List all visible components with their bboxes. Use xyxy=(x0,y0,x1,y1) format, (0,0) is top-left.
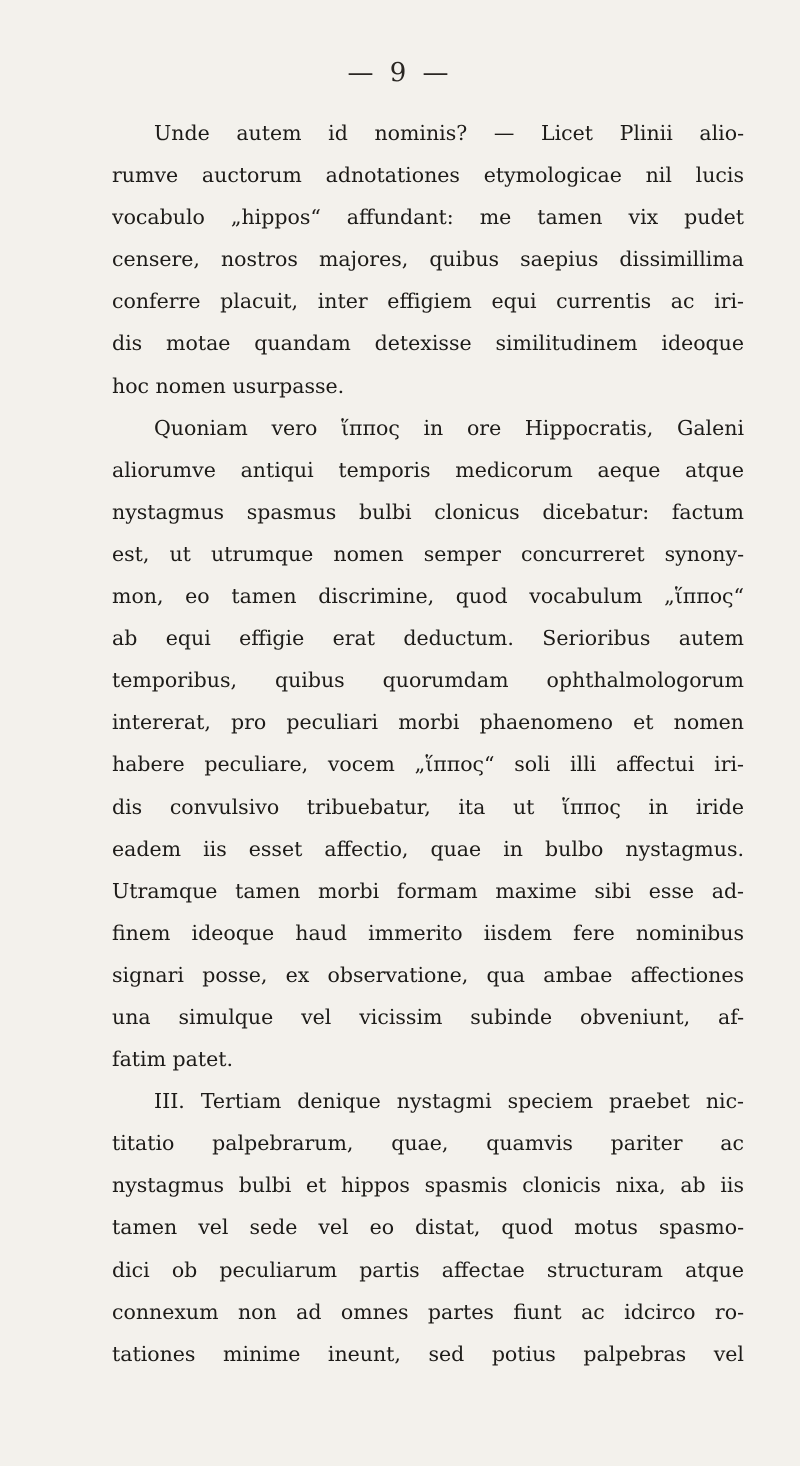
text-line: signari posse, ex observatione, qua ambae affectiones xyxy=(112,962,744,987)
text-line: Quoniam vero ἵππος in ore Hippocratis, Galeni xyxy=(154,415,744,440)
text-line: una simulque vel vicissim subinde obveniunt, af- xyxy=(112,1004,744,1029)
text-line: dis motae quandam detexisse similitudinem ideoque xyxy=(112,331,744,356)
text-line: III. Tertiam denique nystagmi speciem praebet nic- xyxy=(154,1089,744,1114)
text-line: ab equi effigie erat deductum. Serioribus autem xyxy=(112,626,744,651)
text-line: finem ideoque haud immerito iisdem fere nominibus xyxy=(112,920,744,945)
text-line: intererat, pro peculiari morbi phaenomeno et nomen xyxy=(112,710,744,735)
page-number: — 9 — xyxy=(347,58,453,88)
text-line: tationes minime ineunt, sed potius palpebras vel xyxy=(112,1341,744,1366)
text-line: titatio palpebrarum, quae, quamvis pariter ac xyxy=(112,1131,744,1156)
text-line: hoc nomen usurpasse. xyxy=(112,373,345,398)
text-line: eadem iis esset affectio, quae in bulbo nystagmus. xyxy=(112,836,744,861)
text-line: rumve auctorum adnotationes etymologicae nil lucis xyxy=(112,163,744,188)
text-line: censere, nostros majores, quibus saepius dissimillima xyxy=(112,247,744,272)
text-line: conferre placuit, inter effigiem equi currentis ac iri- xyxy=(112,289,744,314)
text-line: dis convulsivo tribuebatur, ita ut ἵππος in iride xyxy=(112,794,744,819)
text-line: Utramque tamen morbi formam maxime sibi esse ad- xyxy=(112,878,744,903)
body-text xyxy=(112,112,744,1375)
text-line: mon, eo tamen discrimine, quod vocabulum „ἵππος“ xyxy=(112,584,744,609)
text-line: dici ob peculiarum partis affectae structuram atque xyxy=(112,1257,744,1282)
text-line: Unde autem id nominis? — Licet Plinii alio- xyxy=(154,121,744,145)
text-line: connexum non ad omnes partes fiunt ac idcirco ro- xyxy=(112,1299,744,1324)
text-line: est, ut utrumque nomen semper concurreret synony- xyxy=(112,541,744,566)
text-line: vocabulo „hippos“ affundant: me tamen vix pudet xyxy=(112,205,744,230)
text-line: nystagmus spasmus bulbi clonicus dicebatur: factum xyxy=(112,499,744,524)
text-line: nystagmus bulbi et hippos spasmis clonicis nixa, ab iis xyxy=(112,1173,744,1198)
text-line: fatim patet. xyxy=(112,1047,234,1072)
text-line: tamen vel sede vel eo distat, quod motus spasmo- xyxy=(112,1215,744,1240)
text-line: habere peculiare, vocem „ἵππος“ soli illi affectui iri- xyxy=(112,752,744,777)
text-line: aliorumve antiqui temporis medicorum aeque atque xyxy=(112,457,744,482)
text-line: temporibus, quibus quorumdam ophthalmologorum xyxy=(112,668,744,693)
